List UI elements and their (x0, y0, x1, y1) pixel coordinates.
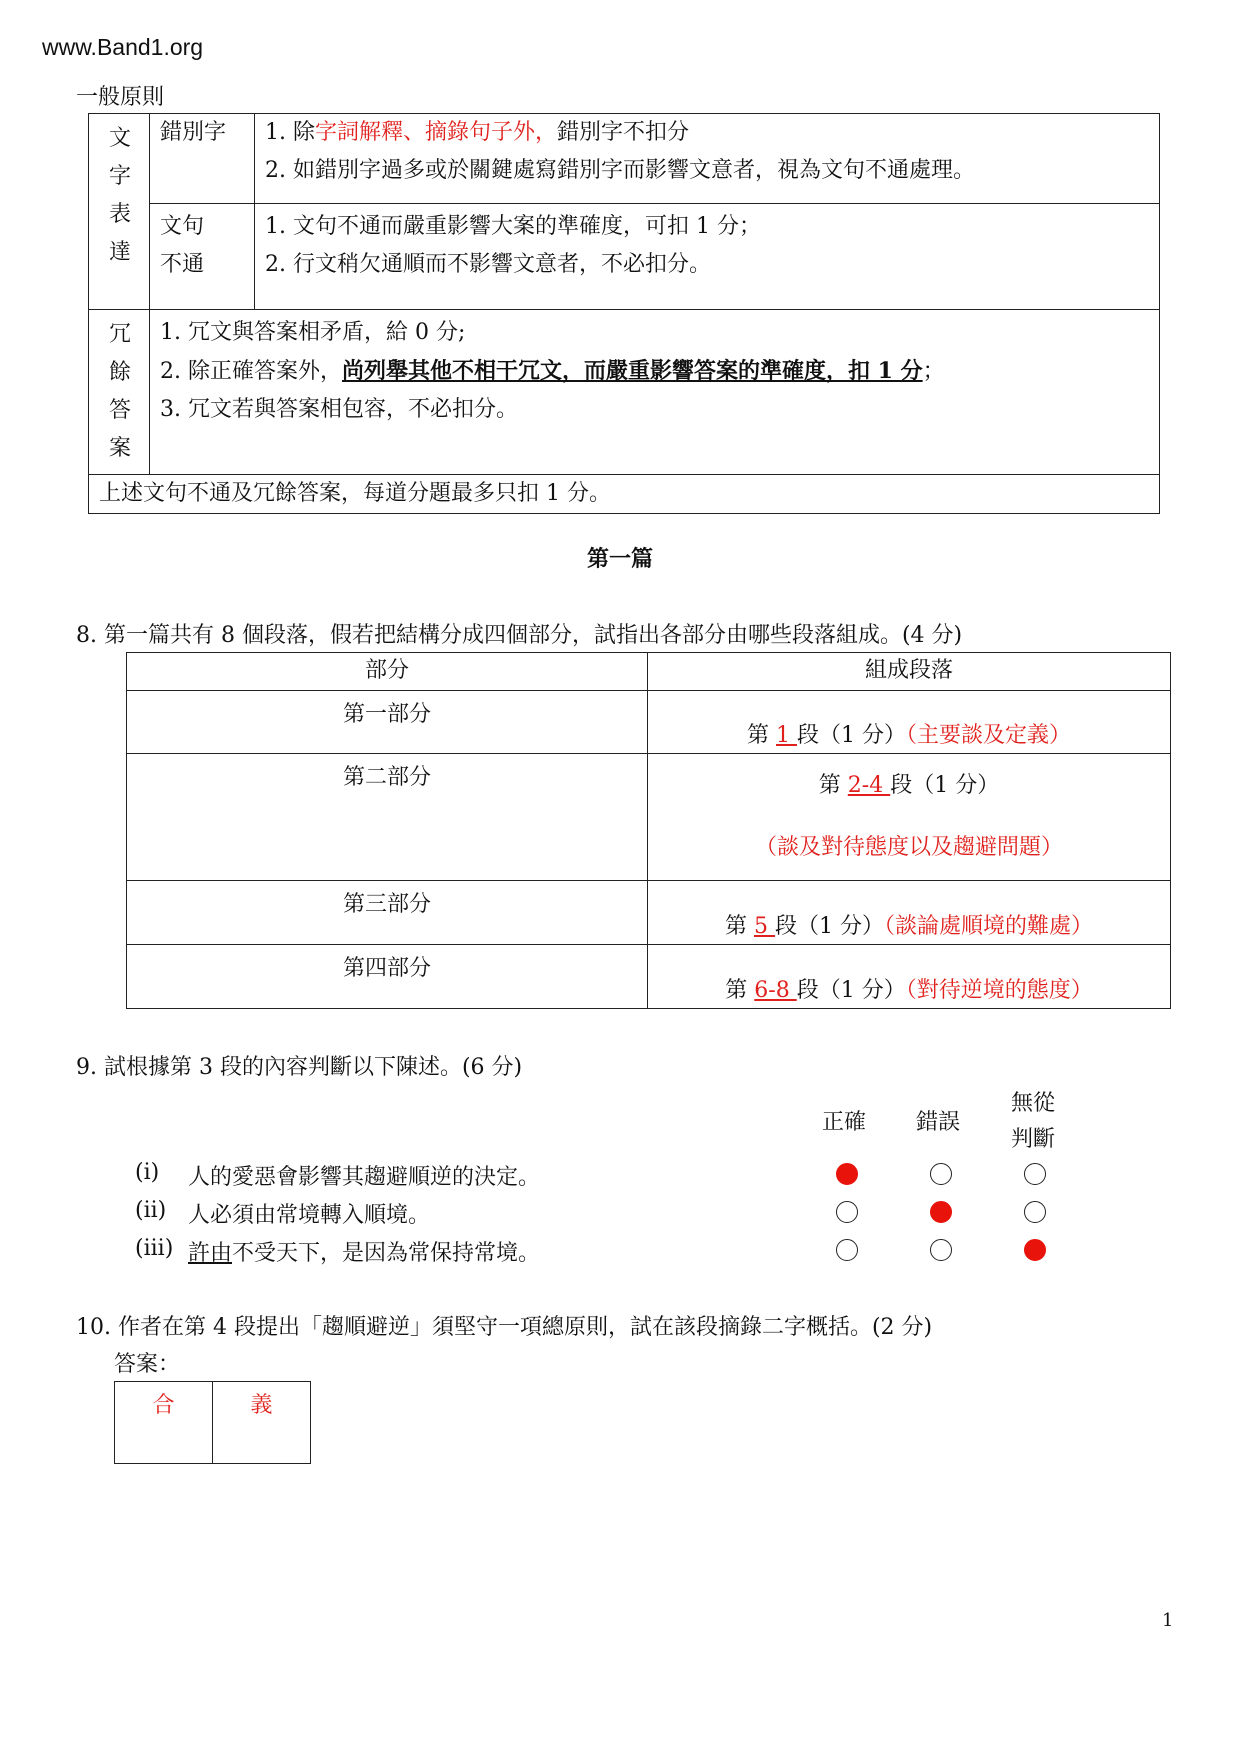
text-expression-label: 文字表達 (109, 126, 132, 265)
radio-option[interactable] (836, 1239, 858, 1261)
awkward-label: 文句 不通 (160, 214, 205, 277)
principles-title: 一般原則 (76, 85, 165, 110)
col-true: 正確 (822, 1110, 867, 1135)
principles-table (88, 113, 1160, 514)
table-row: 第二部分 第 2-4 段（1 分） （談及對待態度以及趨避問題） (127, 754, 1171, 881)
section-title: 第一篇 (586, 546, 653, 572)
statement-text: 人必須由常境轉入順境。 (188, 1203, 431, 1228)
redundant-label: 冗餘答案 (109, 322, 132, 461)
statement-text: 人的愛惡會影響其趨避順逆的決定。 (188, 1165, 541, 1190)
redundant-rule-2: 2. 除正確答案外，尚列舉其他不相干冗文，而嚴重影響答案的準確度，扣 1 分； (160, 358, 945, 384)
radio-option[interactable] (1024, 1163, 1046, 1185)
q10-question: 10. 作者在第 4 段提出「趨順避逆」須堅守一項總原則，試在該段摘錄二字概括。(2 分) (76, 1315, 933, 1340)
radio-option[interactable] (1024, 1239, 1046, 1261)
answer-char: 合 (115, 1382, 213, 1464)
header-paragraphs: 組成段落 (648, 653, 1171, 691)
col-false: 錯誤 (916, 1110, 961, 1135)
radio-option[interactable] (930, 1201, 952, 1223)
site-url: www.Band1.org (42, 34, 204, 60)
typo-rule-1: 1. 除字詞解釋、摘錄句子外，錯別字不扣分 (265, 120, 690, 145)
redundant-rule-3: 3. 冗文若與答案相包容，不必扣分。 (160, 397, 518, 422)
statement-number: (i) (135, 1160, 160, 1185)
statement-number: (ii) (135, 1198, 167, 1223)
radio-option[interactable] (930, 1163, 952, 1185)
table-row: 第三部分 第 5 段（1 分）（談論處順境的難處） (127, 881, 1171, 945)
radio-option[interactable] (930, 1239, 952, 1261)
header-part: 部分 (127, 653, 648, 691)
q8-table (126, 652, 1171, 1009)
table-row: 第四部分 第 6-8 段（1 分）（對待逆境的態度） (127, 945, 1171, 1009)
principles-footer: 上述文句不通及冗餘答案，每道分題最多只扣 1 分。 (99, 481, 611, 506)
q8-question: 8. 第一篇共有 8 個段落，假若把結構分成四個部分，試指出各部分由哪些段落組成。(4 分) (76, 623, 963, 648)
q9-question: 9. 試根據第 3 段的內容判斷以下陳述。(6 分) (76, 1055, 523, 1080)
redundant-rule-1: 1. 冗文與答案相矛盾，給 0 分; (160, 320, 466, 345)
typo-label: 錯別字 (160, 120, 227, 145)
answer-label: 答案： (114, 1352, 181, 1377)
statement-number: (iii) (135, 1236, 174, 1261)
awkward-rule-2: 2. 行文稍欠通順而不影響文意者，不必扣分。 (265, 252, 711, 277)
page-number: 1 (1162, 1610, 1174, 1631)
radio-option[interactable] (836, 1201, 858, 1223)
statement-text: 許由不受天下，是因為常保持常境。 (188, 1241, 541, 1266)
answer-char: 義 (213, 1382, 311, 1464)
table-row: 第一部分 第 1 段（1 分）（主要談及定義） (127, 691, 1171, 754)
typo-rule-2: 2. 如錯別字過多或於關鍵處寫錯別字而影響文意者，視為文句不通處理。 (265, 158, 975, 183)
col-unknown: 無從 判斷 (1011, 1091, 1056, 1152)
answer-boxes (114, 1381, 311, 1464)
awkward-rule-1: 1. 文句不通而嚴重影響大案的準確度，可扣 1 分； (265, 214, 761, 239)
radio-option[interactable] (1024, 1201, 1046, 1223)
radio-option[interactable] (836, 1163, 858, 1185)
